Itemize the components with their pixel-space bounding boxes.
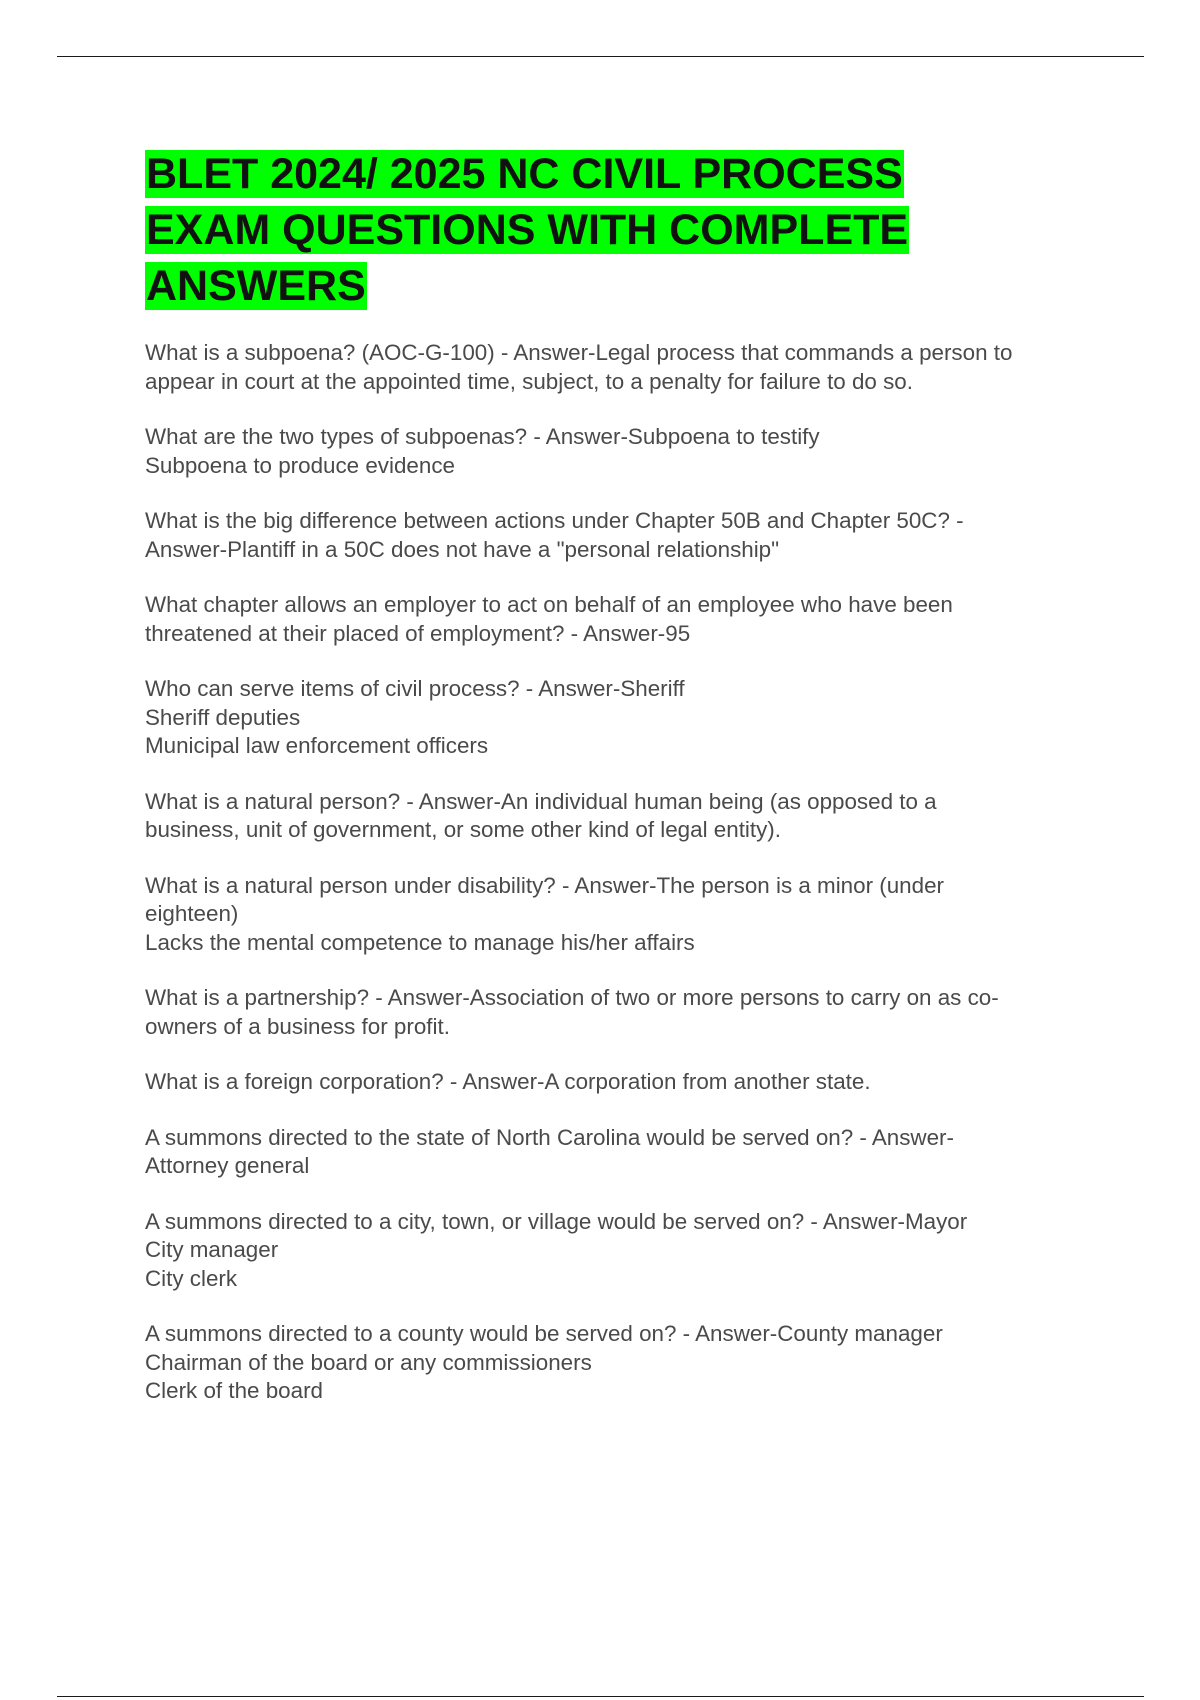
qa-line: appear in court at the appointed time, subject, to a penalty for failure to do so. <box>145 368 913 394</box>
qa-line: eighteen) <box>145 901 239 926</box>
qa-item <box>145 1124 1095 1181</box>
qa-item <box>145 788 1095 845</box>
qa-item <box>145 339 1095 396</box>
qa-line: What is a natural person under disability? - Answer-The person is a minor (under <box>145 872 944 898</box>
qa-list <box>145 339 1095 1433</box>
title-highlight <box>145 150 909 310</box>
title-line: EXAM QUESTIONS WITH COMPLETE <box>146 206 909 254</box>
qa-line: Who can serve items of civil process? - Answer-Sheriff <box>145 676 685 701</box>
qa-item <box>145 423 1095 480</box>
qa-line: Subpoena to produce evidence <box>145 452 455 478</box>
qa-line: owners of a business for profit. <box>145 1013 450 1039</box>
title-line: ANSWERS <box>146 262 366 310</box>
title-line: BLET 2024/ 2025 NC CIVIL PROCESS <box>146 150 903 198</box>
qa-item <box>145 591 1095 648</box>
qa-line: Lacks the mental competence to manage his/her affairs <box>145 929 695 955</box>
qa-line: What is a foreign corporation? - Answer-A corporation from another state. <box>145 1069 871 1094</box>
qa-line: City manager <box>145 1237 279 1262</box>
qa-item <box>145 675 1095 761</box>
qa-line: What is a natural person? - Answer-An individual human being (as opposed to a <box>145 788 937 814</box>
qa-item <box>145 1320 1095 1406</box>
qa-line: Answer-Plantiff in a 50C does not have a "personal relationship" <box>145 536 780 562</box>
qa-line: What chapter allows an employer to act on behalf of an employee who have been <box>145 592 953 617</box>
qa-line: Attorney general <box>145 1153 310 1178</box>
qa-item <box>145 507 1095 564</box>
qa-line: What is the big difference between actions under Chapter 50B and Chapter 50C? - <box>145 508 964 533</box>
qa-line: A summons directed to the state of North Carolina would be served on? - Answer- <box>145 1124 954 1150</box>
qa-item <box>145 984 1095 1041</box>
qa-line: Municipal law enforcement officers <box>145 733 489 758</box>
qa-line: What is a partnership? - Answer-Association of two or more persons to carry on as co- <box>145 985 999 1010</box>
qa-line: Chairman of the board or any commissioners <box>145 1349 592 1375</box>
header-rule <box>57 56 1144 57</box>
qa-line: Clerk of the board <box>145 1378 323 1403</box>
qa-line: What is a subpoena? (AOC-G-100) - Answer-Legal process that commands a person to <box>145 340 1013 365</box>
qa-item <box>145 1068 1095 1097</box>
qa-line: A summons directed to a county would be served on? - Answer-County manager <box>145 1321 943 1346</box>
qa-item <box>145 1208 1095 1294</box>
footer-rule <box>57 1696 1144 1697</box>
qa-item <box>145 872 1095 958</box>
qa-line: City clerk <box>145 1265 238 1291</box>
qa-line: What are the two types of subpoenas? - Answer-Subpoena to testify <box>145 424 820 449</box>
qa-line: Sheriff deputies <box>145 704 301 730</box>
qa-line: threatened at their placed of employment? - Answer-95 <box>145 620 691 646</box>
qa-line: business, unit of government, or some other kind of legal entity). <box>145 817 781 842</box>
qa-line: A summons directed to a city, town, or village would be served on? - Answer-Mayor <box>145 1208 968 1234</box>
document-title <box>145 146 1065 314</box>
